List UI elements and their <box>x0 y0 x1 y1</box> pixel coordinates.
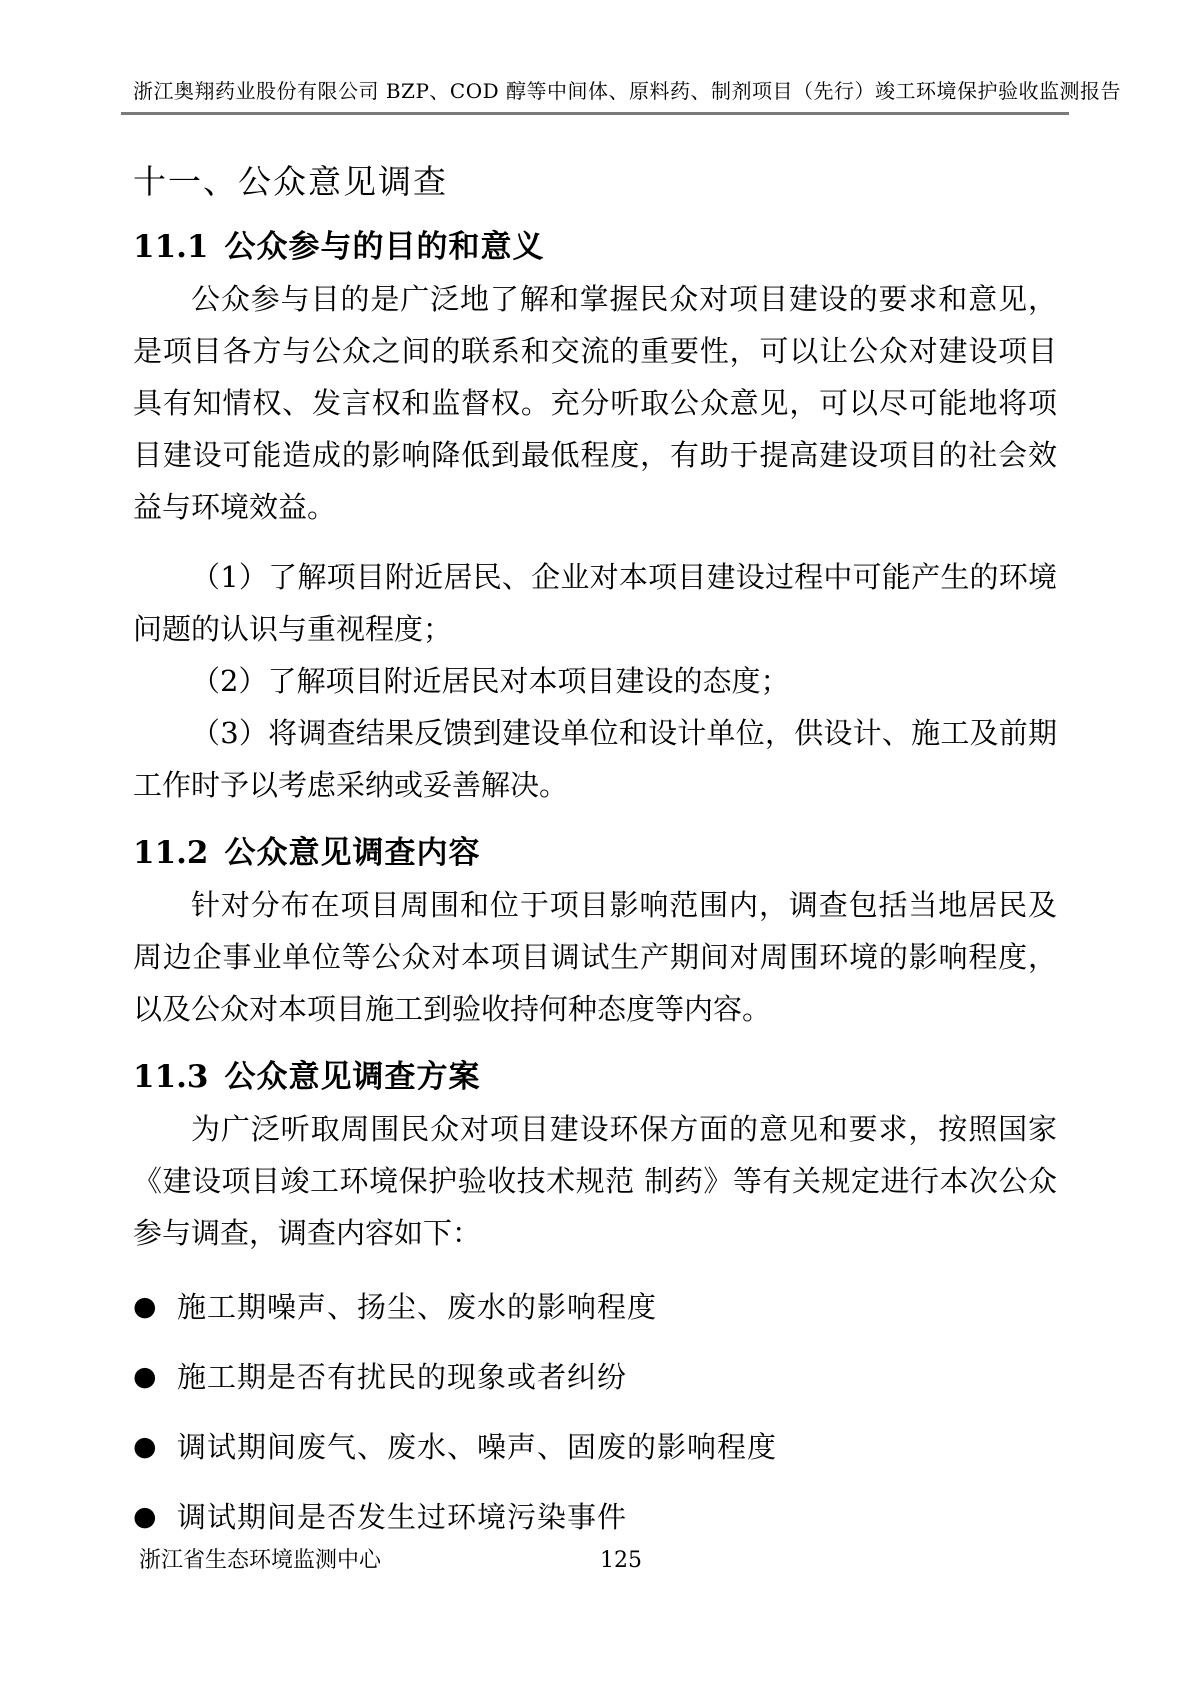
paragraph: （2）了解项目附近居民对本项目建设的态度； <box>191 664 790 698</box>
page-footer <box>0 1548 1190 1578</box>
section-title: 公众参与的目的和意义 <box>224 229 545 265</box>
bullet-item <box>133 1281 1057 1333</box>
paragraph: （3）将调查结果反馈到建设单位和设计单位，供设计、施工及前期工作时予以考虑采纳或妥善解决。 <box>133 716 1057 802</box>
bullet-item <box>133 1491 1057 1543</box>
bullet-item <box>133 1421 1057 1473</box>
section-title: 公众意见调查方案 <box>224 1059 481 1095</box>
bullet-text: 调试期间废气、废水、噪声、固废的影响程度 <box>177 1430 778 1464</box>
page-content <box>133 0 1121 1543</box>
chapter-title: 十一、公众意见调查 <box>133 162 448 201</box>
section-number: 11.1 <box>133 229 209 265</box>
bullet-text: 施工期噪声、扬尘、废水的影响程度 <box>177 1290 658 1324</box>
section-number: 11.3 <box>133 1059 209 1095</box>
bullet-icon: ● <box>133 1431 157 1462</box>
bullet-item <box>133 1351 1057 1403</box>
paragraph: 公众参与目的是广泛地了解和掌握民众对项目建设的要求和意见，是项目各方与公众之间的联系和交流的重要性，可以让公众对建设项目具有知情权、发言权和监督权。充分听取公众意见，可以尽可能地将项目建设可能造成的影响降低到最低程度，有助于提高建设项目的社会效益与环境效益。 <box>133 282 1057 524</box>
section-heading-11-2 <box>133 833 1057 873</box>
footer-page-number: 125 <box>600 1548 642 1573</box>
section-heading-11-3 <box>133 1057 1057 1097</box>
header-rule <box>121 112 1069 115</box>
survey-content-bullet-list <box>133 1281 1057 1543</box>
bullet-text: 施工期是否有扰民的现象或者纠纷 <box>177 1360 628 1394</box>
bullet-text: 调试期间是否发生过环境污染事件 <box>177 1500 628 1534</box>
paragraph: 针对分布在项目周围和位于项目影响范围内，调查包括当地居民及周边企事业单位等公众对本项目调试生产期间对周围环境的影响程度，以及公众对本项目施工到验收持何种态度等内容。 <box>133 888 1057 1026</box>
page-header-title: 浙江奥翔药业股份有限公司 BZP、COD 醇等中间体、原料药、制剂项目（先行）竣工环境保护验收监测报告 <box>133 79 1121 103</box>
section-title: 公众意见调查内容 <box>224 835 481 871</box>
bullet-icon: ● <box>133 1361 157 1392</box>
bullet-icon: ● <box>133 1291 157 1322</box>
paragraph: （1）了解项目附近居民、企业对本项目建设过程中可能产生的环境问题的认识与重视程度； <box>133 560 1057 646</box>
footer-organization: 浙江省生态环境监测中心 <box>139 1548 382 1573</box>
section-heading-11-1 <box>133 227 1057 267</box>
bullet-icon: ● <box>133 1501 157 1532</box>
section-number: 11.2 <box>133 835 209 871</box>
paragraph: 为广泛听取周围民众对项目建设环保方面的意见和要求，按照国家《建设项目竣工环境保护验收技术规范 制药》等有关规定进行本次公众参与调查，调查内容如下： <box>133 1112 1057 1250</box>
